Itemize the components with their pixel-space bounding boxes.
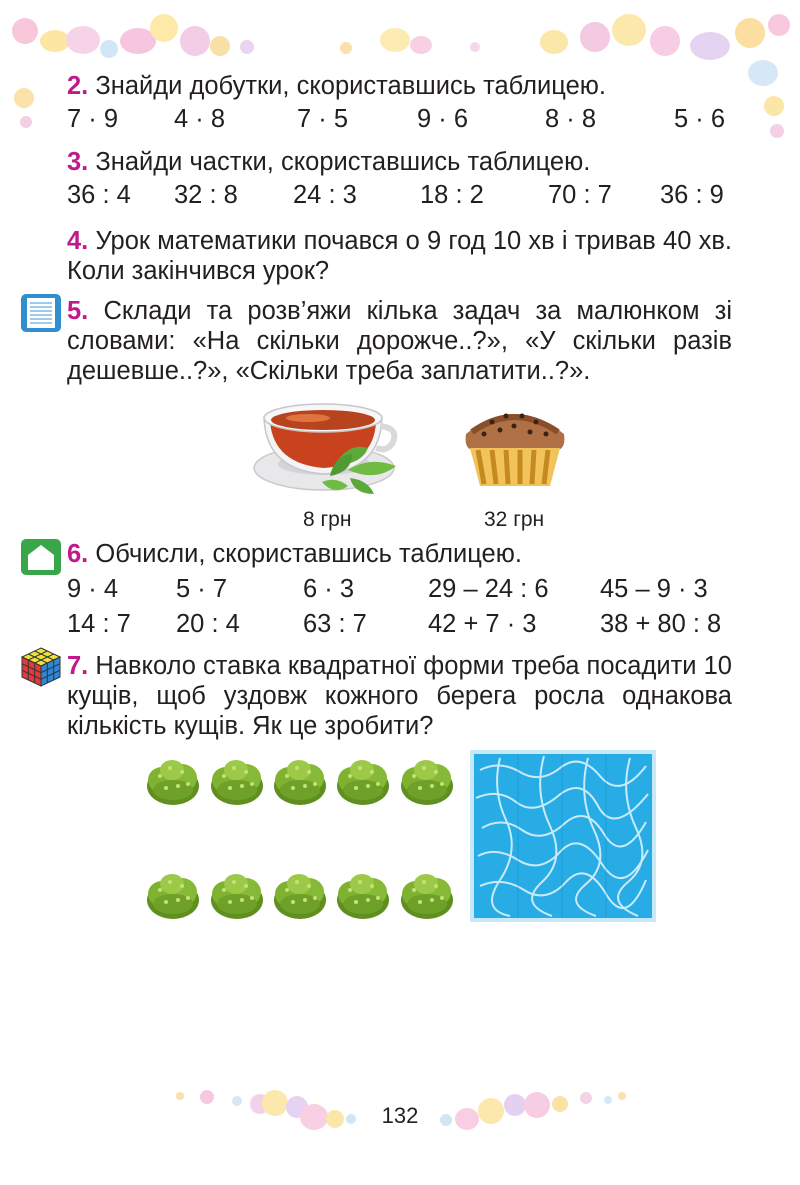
task-5 [67,296,732,386]
cupcake-price: 32 грн [484,508,545,531]
cupcake-icon [462,404,568,490]
task-3-text: Знайди частки, скориставшись таблицею. [95,148,591,176]
task-5-number: 5. [67,297,89,325]
task-2-number: 2. [67,72,89,100]
task-2 [67,71,732,101]
page-number: 132 [381,1103,419,1128]
expression: 5 · 7 [176,575,228,603]
bush-icon [400,870,454,920]
expression: 5 · 6 [674,105,726,133]
task-6-text: Обчисли, скориставшись таблицею. [95,540,522,568]
task-5-text: Склади та розв’яжи кілька задач за малюнком зі словами: «На скільки дорожче..?», «У скільки разів дешевше..?», «Скільки треба заплатити..?». [67,297,732,385]
task-3-number: 3. [67,148,89,176]
expression: 20 : 4 [176,610,240,638]
expression: 8 · 8 [545,105,597,133]
task-6-number: 6. [67,540,89,568]
task-3 [67,147,732,177]
bush-icon [273,870,327,920]
task-2-text: Знайди добутки, скориставшись таблицею. [95,72,606,100]
expression: 4 · 8 [174,105,226,133]
expression: 14 : 7 [67,610,131,638]
tea-price: 8 грн [303,508,352,531]
expression: 7 · 5 [297,105,349,133]
bush-icon [210,756,264,806]
expression: 42 + 7 · 3 [428,610,537,638]
bush-icon [146,870,200,920]
task-4-number: 4. [67,227,89,255]
expression: 38 + 80 : 8 [600,610,722,638]
task-7-number: 7. [67,652,89,680]
task-6 [67,539,732,569]
expression: 9 · 4 [67,575,119,603]
task-6-row-2 [0,610,800,640]
bush-icon [146,756,200,806]
expression: 32 : 8 [174,181,238,209]
bush-icon [336,756,390,806]
expression: 36 : 4 [67,181,131,209]
expression: 29 – 24 : 6 [428,575,549,603]
expression: 70 : 7 [548,181,612,209]
rubiks-cube-icon [20,646,62,688]
bush-icon [210,870,264,920]
task-2-heading [67,71,732,101]
expression: 24 : 3 [293,181,357,209]
task-6-row-1 [0,575,800,605]
bush-icon [336,870,390,920]
task-7 [67,651,732,741]
task-7-text: Навколо ставка квадратної форми треба посадити 10 кущів, щоб уздовж кожного берега росла однакова кількість кущів. Як це зробити? [67,652,732,740]
notebook-icon [20,293,62,333]
tea-cup-icon [252,390,410,502]
expression: 36 : 9 [660,181,724,209]
bush-icon [273,756,327,806]
task-4-text: Урок математики почався о 9 год 10 хв і тривав 40 хв. Коли закінчився урок? [67,227,732,285]
expression: 6 · 3 [303,575,355,603]
expression: 18 : 2 [420,181,484,209]
pond-icon [470,750,656,922]
expression: 45 – 9 · 3 [600,575,708,603]
expression: 7 · 9 [67,105,119,133]
task-3-expressions [0,181,800,211]
task-4 [67,226,732,286]
task-2-expressions [0,105,800,135]
expression: 9 · 6 [417,105,469,133]
bush-icon [400,756,454,806]
home-icon [20,538,62,576]
expression: 63 : 7 [303,610,367,638]
